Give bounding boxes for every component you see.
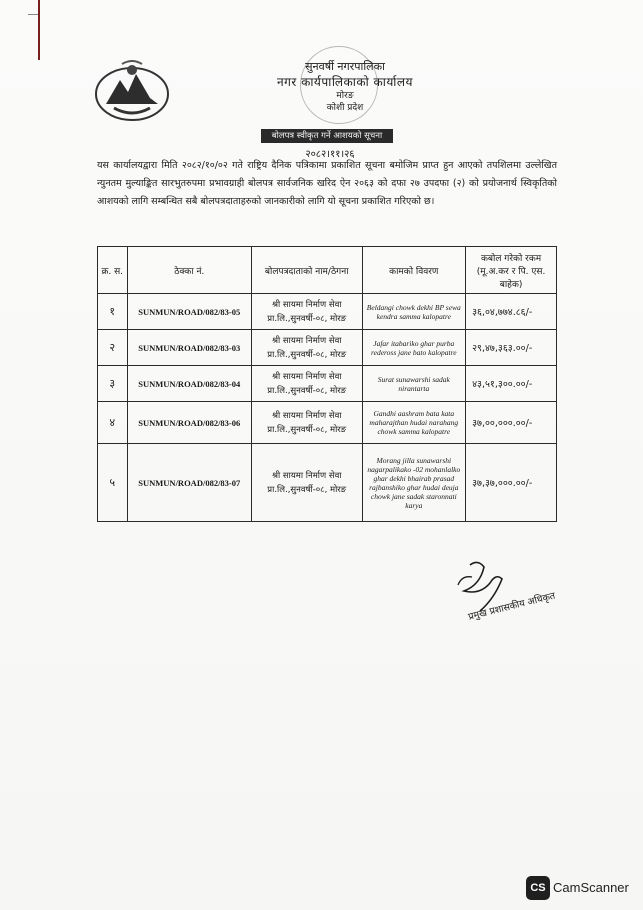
header-bidder: बोलपत्रदाताको नाम/ठेगना xyxy=(251,247,362,294)
bidder-name: श्री सायमा निर्माण सेवा xyxy=(271,410,342,421)
table-row xyxy=(98,330,557,366)
row-amount: ४३,५१,३००.००/- xyxy=(466,366,557,402)
government-emblem-icon xyxy=(92,60,172,124)
bidder-address: प्रा.लि.,सुनवर्षी-०८, मोरङ xyxy=(267,313,347,324)
header-contract-no: ठेक्का नं. xyxy=(127,247,251,294)
signatory-title: प्रमुख प्रशासकीय अधिकृत xyxy=(467,590,557,623)
row-work: Morang jilla sunawarshi nagarpalikako -02 mohanlalko ghar dekhi bhairab prasad rajbanshiko ghar hudai deuja chowk jane sadak staronnati karya xyxy=(362,444,466,522)
row-work: Beldangi chowk dekhi BP sewa kendra samma kalopatre xyxy=(362,294,466,330)
row-bidder xyxy=(251,444,362,522)
bidder-name: श्री सायमा निर्माण सेवा xyxy=(271,335,342,346)
notice-body: यस कार्यालयद्वारा मिति २०८२/१०/०२ गते राष्ट्रिय दैनिक पत्रिकामा प्रकाशित सूचना बमोजिम प्राप्त हुन आएको तपशिलमा उल्लेखित न्युनतम मुल्याङ्कित सारभुतरुपमा प्रभावग्राही बोलपत्र सार्वजनिक खरिद ऐन २०६३ को दफा २७ उपदफा (२) को प्रयोजनार्थ स्विकृतिको आशयको लागि सम्बन्धित सबै बोलपत्रदाताहरुको जानकारीको लागि यो सूचना प्रकाशित गरिएको छ। xyxy=(97,160,557,207)
camscanner-logo-icon: CS xyxy=(526,876,550,900)
row-work: Gandhi aashram bata kata maharajthan hudai narahang chowk samma kalopatre xyxy=(362,402,466,444)
edge-margin-line xyxy=(38,0,40,60)
header-amount: कबोल गरेको रकम (मू.अ.कर र पि. एस. बाहेक) xyxy=(466,247,557,294)
row-amount: ३७,३७,०००.००/- xyxy=(466,444,557,522)
row-amount: ३६,०४,७७४.८६/- xyxy=(466,294,557,330)
table-row xyxy=(98,444,557,522)
bidder-address: प्रा.लि.,सुनवर्षी-०८, मोरङ xyxy=(267,349,347,360)
row-serial: ३ xyxy=(98,366,128,402)
row-bidder xyxy=(251,402,362,444)
header-work: कामको विवरण xyxy=(362,247,466,294)
row-amount: २९,४७,३६३.००/- xyxy=(466,330,557,366)
row-contract-no: SUNMUN/ROAD/082/83-06 xyxy=(127,402,251,444)
municipality-name: सुनवर्षी नगरपालिका xyxy=(305,60,385,73)
notice-date: २०८२।११।२६ xyxy=(305,149,355,160)
table-header-row xyxy=(98,247,557,294)
bidder-name: श्री सायमा निर्माण सेवा xyxy=(271,470,342,481)
office-name: नगर कार्यपालिकाको कार्यालय xyxy=(276,75,414,89)
row-bidder xyxy=(251,294,362,330)
camscanner-label: CamScanner xyxy=(553,880,629,895)
bidder-address: प्रा.लि.,सुनवर्षी-०८, मोरङ xyxy=(267,484,347,495)
bidder-name: श्री सायमा निर्माण सेवा xyxy=(271,371,342,382)
row-serial: २ xyxy=(98,330,128,366)
row-contract-no: SUNMUN/ROAD/082/83-07 xyxy=(127,444,251,522)
bidder-address: प्रा.लि.,सुनवर्षी-०८, मोरङ xyxy=(267,424,347,435)
row-bidder xyxy=(251,366,362,402)
bidder-address: प्रा.लि.,सुनवर्षी-०८, मोरङ xyxy=(267,385,347,396)
row-work: Jafar itabariko ghar purba redeross jane bato kalopatre xyxy=(362,330,466,366)
office-header xyxy=(230,60,460,114)
row-amount: ३७,००,०००.००/- xyxy=(466,402,557,444)
row-contract-no: SUNMUN/ROAD/082/83-05 xyxy=(127,294,251,330)
row-bidder xyxy=(251,330,362,366)
bidder-name: श्री सायमा निर्माण सेवा xyxy=(271,299,342,310)
table-row xyxy=(98,366,557,402)
row-serial: ५ xyxy=(98,444,128,522)
row-work: Surat sunawarshi sadak nirantarta xyxy=(362,366,466,402)
table-row xyxy=(98,294,557,330)
row-contract-no: SUNMUN/ROAD/082/83-04 xyxy=(127,366,251,402)
bid-table xyxy=(97,246,557,522)
row-serial: १ xyxy=(98,294,128,330)
header-serial: क्र. स. xyxy=(98,247,128,294)
notice-subject: बोलपत्र स्वीकृत गर्ने आशयको सूचना xyxy=(261,129,393,143)
table-row xyxy=(98,402,557,444)
row-serial: ४ xyxy=(98,402,128,444)
district-name: मोरङ xyxy=(336,91,354,101)
edge-margin-tick xyxy=(28,14,38,15)
province-name: कोशी प्रदेश xyxy=(326,103,364,113)
row-contract-no: SUNMUN/ROAD/082/83-03 xyxy=(127,330,251,366)
